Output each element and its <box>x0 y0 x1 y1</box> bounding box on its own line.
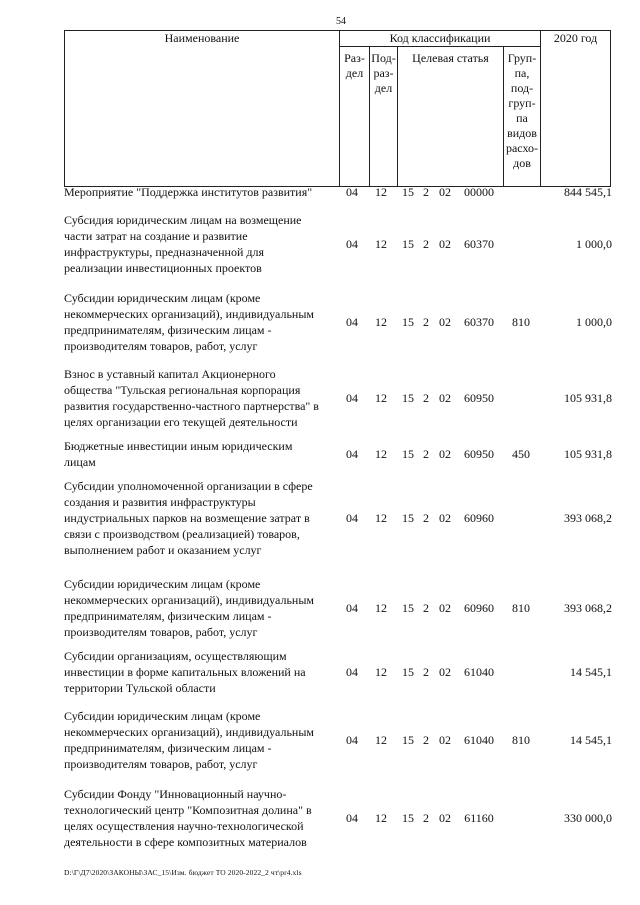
row-amount: 393 068,2 <box>564 601 612 615</box>
row-amount: 330 000,0 <box>564 811 612 825</box>
table-row <box>64 290 612 354</box>
row-podrazdel: 12 <box>375 733 387 747</box>
row-name: Бюджетные инвестиции иным юридическим лицам <box>64 439 293 469</box>
row-podrazdel: 12 <box>375 237 387 251</box>
row-podrazdel: 12 <box>375 185 387 199</box>
row-razdel: 04 <box>346 237 358 251</box>
row-target-part1: 15 <box>402 185 414 199</box>
row-name: Субсидия юридическим лицам на возмещение части затрат на создание и развитие инфраструктуры, предназначенной для реализации инвестиционных проектов <box>64 213 302 275</box>
row-amount: 14 545,1 <box>570 665 612 679</box>
row-razdel: 04 <box>346 665 358 679</box>
row-target-part3: 02 <box>439 733 451 747</box>
row-podrazdel: 12 <box>375 511 387 525</box>
row-target-part4: 61160 <box>464 811 494 825</box>
row-razdel: 04 <box>346 185 358 199</box>
table-row <box>64 786 612 850</box>
page-number: 54 <box>336 16 346 27</box>
table-row <box>64 708 612 772</box>
row-podrazdel: 12 <box>375 601 387 615</box>
row-name: Субсидии организациям, осуществляющим инвестиции в форме капитальных вложений на территории Тульской области <box>64 649 306 695</box>
row-target-part2: 2 <box>423 811 429 825</box>
row-target-part1: 15 <box>402 391 414 405</box>
row-target-part2: 2 <box>423 511 429 525</box>
row-amount: 14 545,1 <box>570 733 612 747</box>
row-razdel: 04 <box>346 447 358 461</box>
row-target-part3: 02 <box>439 601 451 615</box>
row-amount: 1 000,0 <box>576 315 612 329</box>
row-amount: 844 545,1 <box>564 185 612 199</box>
row-name: Субсидии юридическим лицам (кроме некоммерческих организаций), индивидуальным предпринимателям, физическим лицам - производителям товаров, работ, услуг <box>64 709 314 771</box>
row-target-part3: 02 <box>439 811 451 825</box>
row-target-part2: 2 <box>423 391 429 405</box>
header-year: 2020 год <box>541 31 611 187</box>
row-target-part2: 2 <box>423 315 429 329</box>
row-razdel: 04 <box>346 315 358 329</box>
row-name: Субсидии юридическим лицам (кроме некоммерческих организаций), индивидуальным предпринимателям, физическим лицам - производителям товаров, работ, услуг <box>64 577 314 639</box>
row-target-part2: 2 <box>423 665 429 679</box>
row-target-part1: 15 <box>402 733 414 747</box>
row-target-part1: 15 <box>402 601 414 615</box>
table-row <box>64 648 612 696</box>
row-target-part2: 2 <box>423 185 429 199</box>
row-expense-type: 810 <box>512 733 530 747</box>
row-name: Субсидии юридическим лицам (кроме некоммерческих организаций), индивидуальным предпринимателям, физическим лицам - производителям товаров, работ, услуг <box>64 291 314 353</box>
row-target-part4: 60950 <box>464 391 494 405</box>
row-target-part1: 15 <box>402 511 414 525</box>
row-podrazdel: 12 <box>375 665 387 679</box>
row-target-part2: 2 <box>423 237 429 251</box>
header-target-article: Целевая статья <box>398 47 504 187</box>
row-expense-type: 450 <box>512 447 530 461</box>
table-row <box>64 438 612 470</box>
row-target-part1: 15 <box>402 237 414 251</box>
table-row <box>64 184 612 200</box>
row-target-part4: 60370 <box>464 237 494 251</box>
row-target-part2: 2 <box>423 601 429 615</box>
row-target-part2: 2 <box>423 447 429 461</box>
row-podrazdel: 12 <box>375 811 387 825</box>
table-row <box>64 576 612 640</box>
row-target-part4: 60370 <box>464 315 494 329</box>
row-amount: 105 931,8 <box>564 391 612 405</box>
table-row <box>64 366 612 430</box>
table-row <box>64 478 612 558</box>
row-name: Мероприятие "Поддержка институтов развития" <box>64 185 313 199</box>
row-target-part3: 02 <box>439 665 451 679</box>
row-name: Взнос в уставный капитал Акционерного общества "Тульская региональная корпорация развития государственно-частного партнерства" в целях организации его текущей деятельности <box>64 367 319 429</box>
row-podrazdel: 12 <box>375 315 387 329</box>
row-expense-type: 810 <box>512 601 530 615</box>
row-target-part3: 02 <box>439 511 451 525</box>
row-name: Субсидии Фонду "Инновационный научно- технологический центр "Композитная долина" в целях осуществления научно-технологической деятельности в сфере композитных материалов <box>64 787 312 849</box>
row-target-part2: 2 <box>423 733 429 747</box>
row-target-part4: 60960 <box>464 511 494 525</box>
row-razdel: 04 <box>346 811 358 825</box>
file-path-footer: D:\Г\Д7\2020\ЗАКОНЫ\ЗАС_15\Изм. бюджет ТО 2020-2022_2 чт\pr4.xls <box>64 868 302 877</box>
table-row <box>64 212 612 276</box>
table-header <box>64 30 611 187</box>
row-target-part4: 61040 <box>464 733 494 747</box>
header-expense-group: Груп- па, под- груп- па видов расхо- дов <box>504 47 541 187</box>
row-target-part4: 60960 <box>464 601 494 615</box>
row-podrazdel: 12 <box>375 391 387 405</box>
row-target-part3: 02 <box>439 237 451 251</box>
row-razdel: 04 <box>346 511 358 525</box>
row-amount: 1 000,0 <box>576 237 612 251</box>
row-target-part1: 15 <box>402 447 414 461</box>
row-target-part4: 61040 <box>464 665 494 679</box>
row-razdel: 04 <box>346 733 358 747</box>
row-amount: 105 931,8 <box>564 447 612 461</box>
header-code-group: Код классификации <box>340 31 541 47</box>
row-target-part1: 15 <box>402 811 414 825</box>
row-name: Субсидии уполномоченной организации в сфере создания и развития инфраструктуры индустриальных парков на возмещение затрат в связи с производством (реализацией) товаров, выполнением работ и оказанием услуг <box>64 479 313 557</box>
row-podrazdel: 12 <box>375 447 387 461</box>
row-target-part1: 15 <box>402 665 414 679</box>
row-razdel: 04 <box>346 601 358 615</box>
header-podrazdel: Под- раз- дел <box>370 47 398 187</box>
row-target-part3: 02 <box>439 185 451 199</box>
row-razdel: 04 <box>346 391 358 405</box>
row-amount: 393 068,2 <box>564 511 612 525</box>
row-target-part3: 02 <box>439 391 451 405</box>
row-target-part4: 60950 <box>464 447 494 461</box>
row-target-part3: 02 <box>439 315 451 329</box>
row-expense-type: 810 <box>512 315 530 329</box>
header-name: Наименование <box>65 31 340 187</box>
header-razdel: Раз- дел <box>340 47 370 187</box>
row-target-part4: 00000 <box>464 185 494 199</box>
row-target-part1: 15 <box>402 315 414 329</box>
row-target-part3: 02 <box>439 447 451 461</box>
